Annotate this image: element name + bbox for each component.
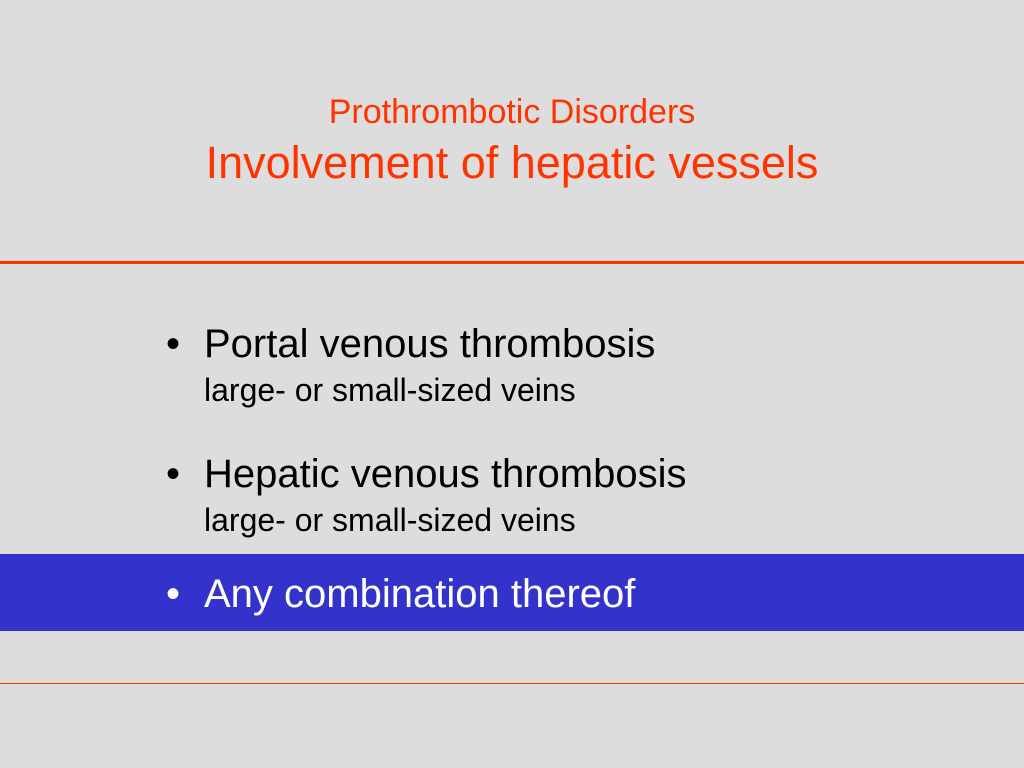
slide-title [0, 90, 1024, 192]
bullet-dot: • [166, 572, 181, 616]
bullet-sub-text: large- or small-sized veins [204, 502, 576, 538]
footer-divider [0, 683, 1024, 684]
title-line-1: Prothrombotic Disorders [328, 93, 696, 131]
bullet-dot: • [166, 452, 181, 496]
title-line-2: Involvement of hepatic vessels [205, 137, 819, 188]
bullet-main-text: Hepatic venous thrombosis [204, 452, 687, 496]
bullet-sub-text: large- or small-sized veins [204, 372, 576, 408]
bullet-main-text: Portal venous thrombosis [204, 322, 656, 366]
bullet-dot: • [166, 322, 181, 366]
bullet-main-text: Any combination thereof [204, 572, 636, 616]
title-divider [0, 261, 1024, 264]
